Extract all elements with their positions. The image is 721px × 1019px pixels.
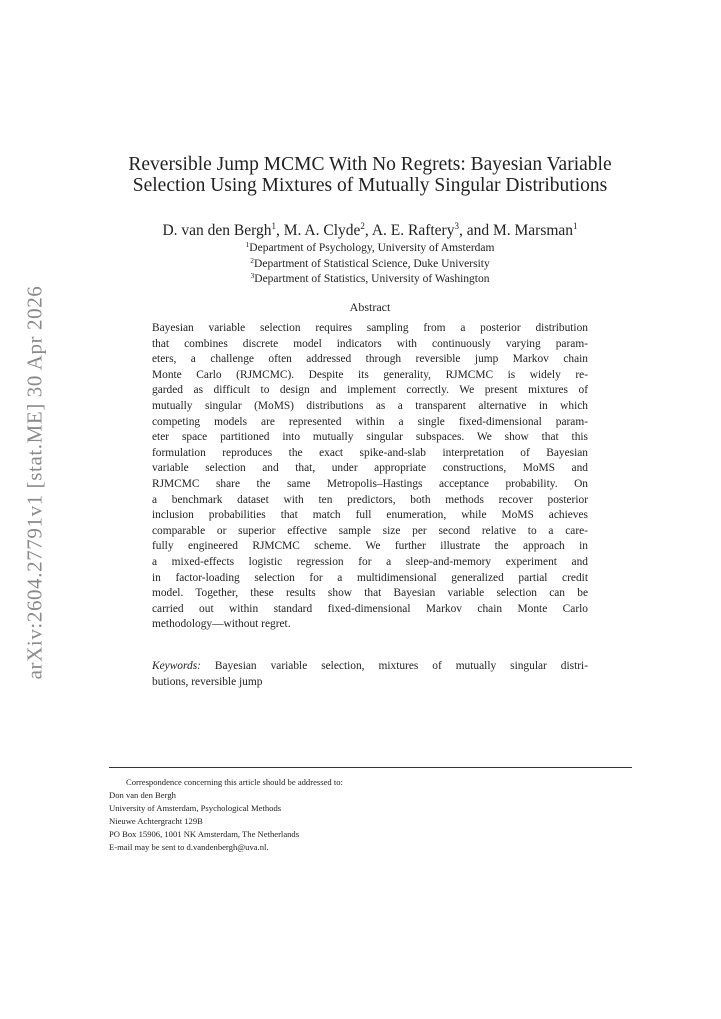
title-line-2: Selection Using Mixtures of Mutually Singular Distributions [132,175,608,196]
author-affil-mark: 3 [454,221,459,231]
abstract-line: a mixed-effects logistic regression for a sleep-and-memory experiment and [152,555,588,568]
affiliation-text: Department of Statistics, University of Washington [254,273,490,285]
author-affil-mark: 1 [271,221,276,231]
keywords-text: Bayesian variable selection, mixtures of mutually singular distri- [200,660,588,672]
abstract-line: model. Together, these results show that Bayesian variable selection can be [152,587,588,600]
keywords-line: butions, reversible jump [152,675,263,688]
affiliation-number: 2 [250,255,255,265]
arxiv-identifier-text: arXiv:2604.27791v1 [stat.ME] 30 Apr 2026 [22,285,47,680]
affiliation [80,257,660,273]
footnote-line: Correspondence concerning this article should be addressed to: [126,777,343,787]
footnote-line: University of Amsterdam, Psychological Methods [109,803,282,813]
abstract-line: Monte Carlo (RJMCMC). Despite its generality, RJMCMC is widely re- [152,368,588,381]
affiliation [80,272,660,288]
abstract-body [152,321,588,633]
footnote-email-line: E-mail may be sent to d.vandenbergh@uva.nl. [109,842,269,852]
abstract-heading: Abstract [349,300,391,314]
affiliation-number: 1 [245,240,250,249]
affiliation-text: Department of Statistical Science, Duke University [254,257,490,270]
author-name: D. van den Bergh [162,222,272,239]
abstract-line: competing models are represented within a single fixed-dimensional param- [152,415,588,428]
title-line-1: Reversible Jump MCMC With No Regrets: Bayesian Variable [128,154,612,175]
arxiv-identifier [18,285,52,680]
abstract-line: variable selection and that, under appropriate constructions, MoMS and [152,462,588,475]
author-name: M. Marsman [492,222,574,239]
affiliation-text: Department of Psychology, University of Amsterdam [249,242,495,254]
paper-title [80,154,660,196]
keywords-label: Keywords: [152,660,201,672]
abstract-line: eter space partitioned into mutually singular subspaces. We show that this [152,431,588,444]
correspondence-footnote [109,776,632,854]
abstract-line: Bayesian variable selection requires sampling from a posterior distribution [152,322,588,334]
abstract-line: carried out within standard fixed-dimensional Markov chain Monte Carlo [152,602,588,615]
footnote-line: PO Box 15906, 1001 NK Amsterdam, The Netherlands [109,829,300,839]
keywords [152,659,588,690]
author-separator: , [276,222,284,239]
footnote-line: Don van den Bergh [109,790,176,800]
abstract-line: a benchmark dataset with ten predictors, both methods recover posterior [152,493,588,506]
abstract-line: RJMCMC share the same Metropolis–Hastings acceptance probability. On [152,477,588,490]
author-name: A. E. Raftery [371,222,455,239]
abstract-line: methodology—without regret. [152,618,291,631]
author-affil-mark: 1 [573,221,578,231]
author-separator: , [364,222,372,239]
abstract-line: mutually singular (MoMS) distributions as a transparent alternative in which [152,399,588,412]
author-separator: , and [458,222,493,239]
abstract-line: in factor-loading selection for a multidimensional generalized partial credit [152,571,588,584]
keywords-line [152,659,588,675]
author-name: M. A. Clyde [283,222,361,239]
author-list [80,222,660,240]
abstract-line: fully engineered RJMCMC scheme. We further illustrate the approach in [152,540,588,553]
abstract-line: that combines discrete model indicators with continuously varying param- [152,337,588,350]
abstract-line: garded as difficult to design and implement correctly. We present mixtures of [152,384,588,397]
footnote-divider [109,767,632,768]
abstract-line: inclusion probabilities that match full enumeration, while MoMS achieves [152,509,588,522]
abstract-line: formulation reproduces the exact spike-and-slab interpretation of Bayesian [152,446,588,459]
abstract-line: eters, a challenge often addressed through reversible jump Markov chain [152,353,588,366]
footnote-line: Nieuwe Achtergracht 129B [109,816,203,826]
author-affil-mark: 2 [360,221,365,231]
affiliation-list [80,241,660,288]
affiliation-number: 3 [250,271,255,280]
affiliation [80,241,660,257]
abstract-line: comparable or superior effective sample size per second relative to a care- [152,524,588,537]
